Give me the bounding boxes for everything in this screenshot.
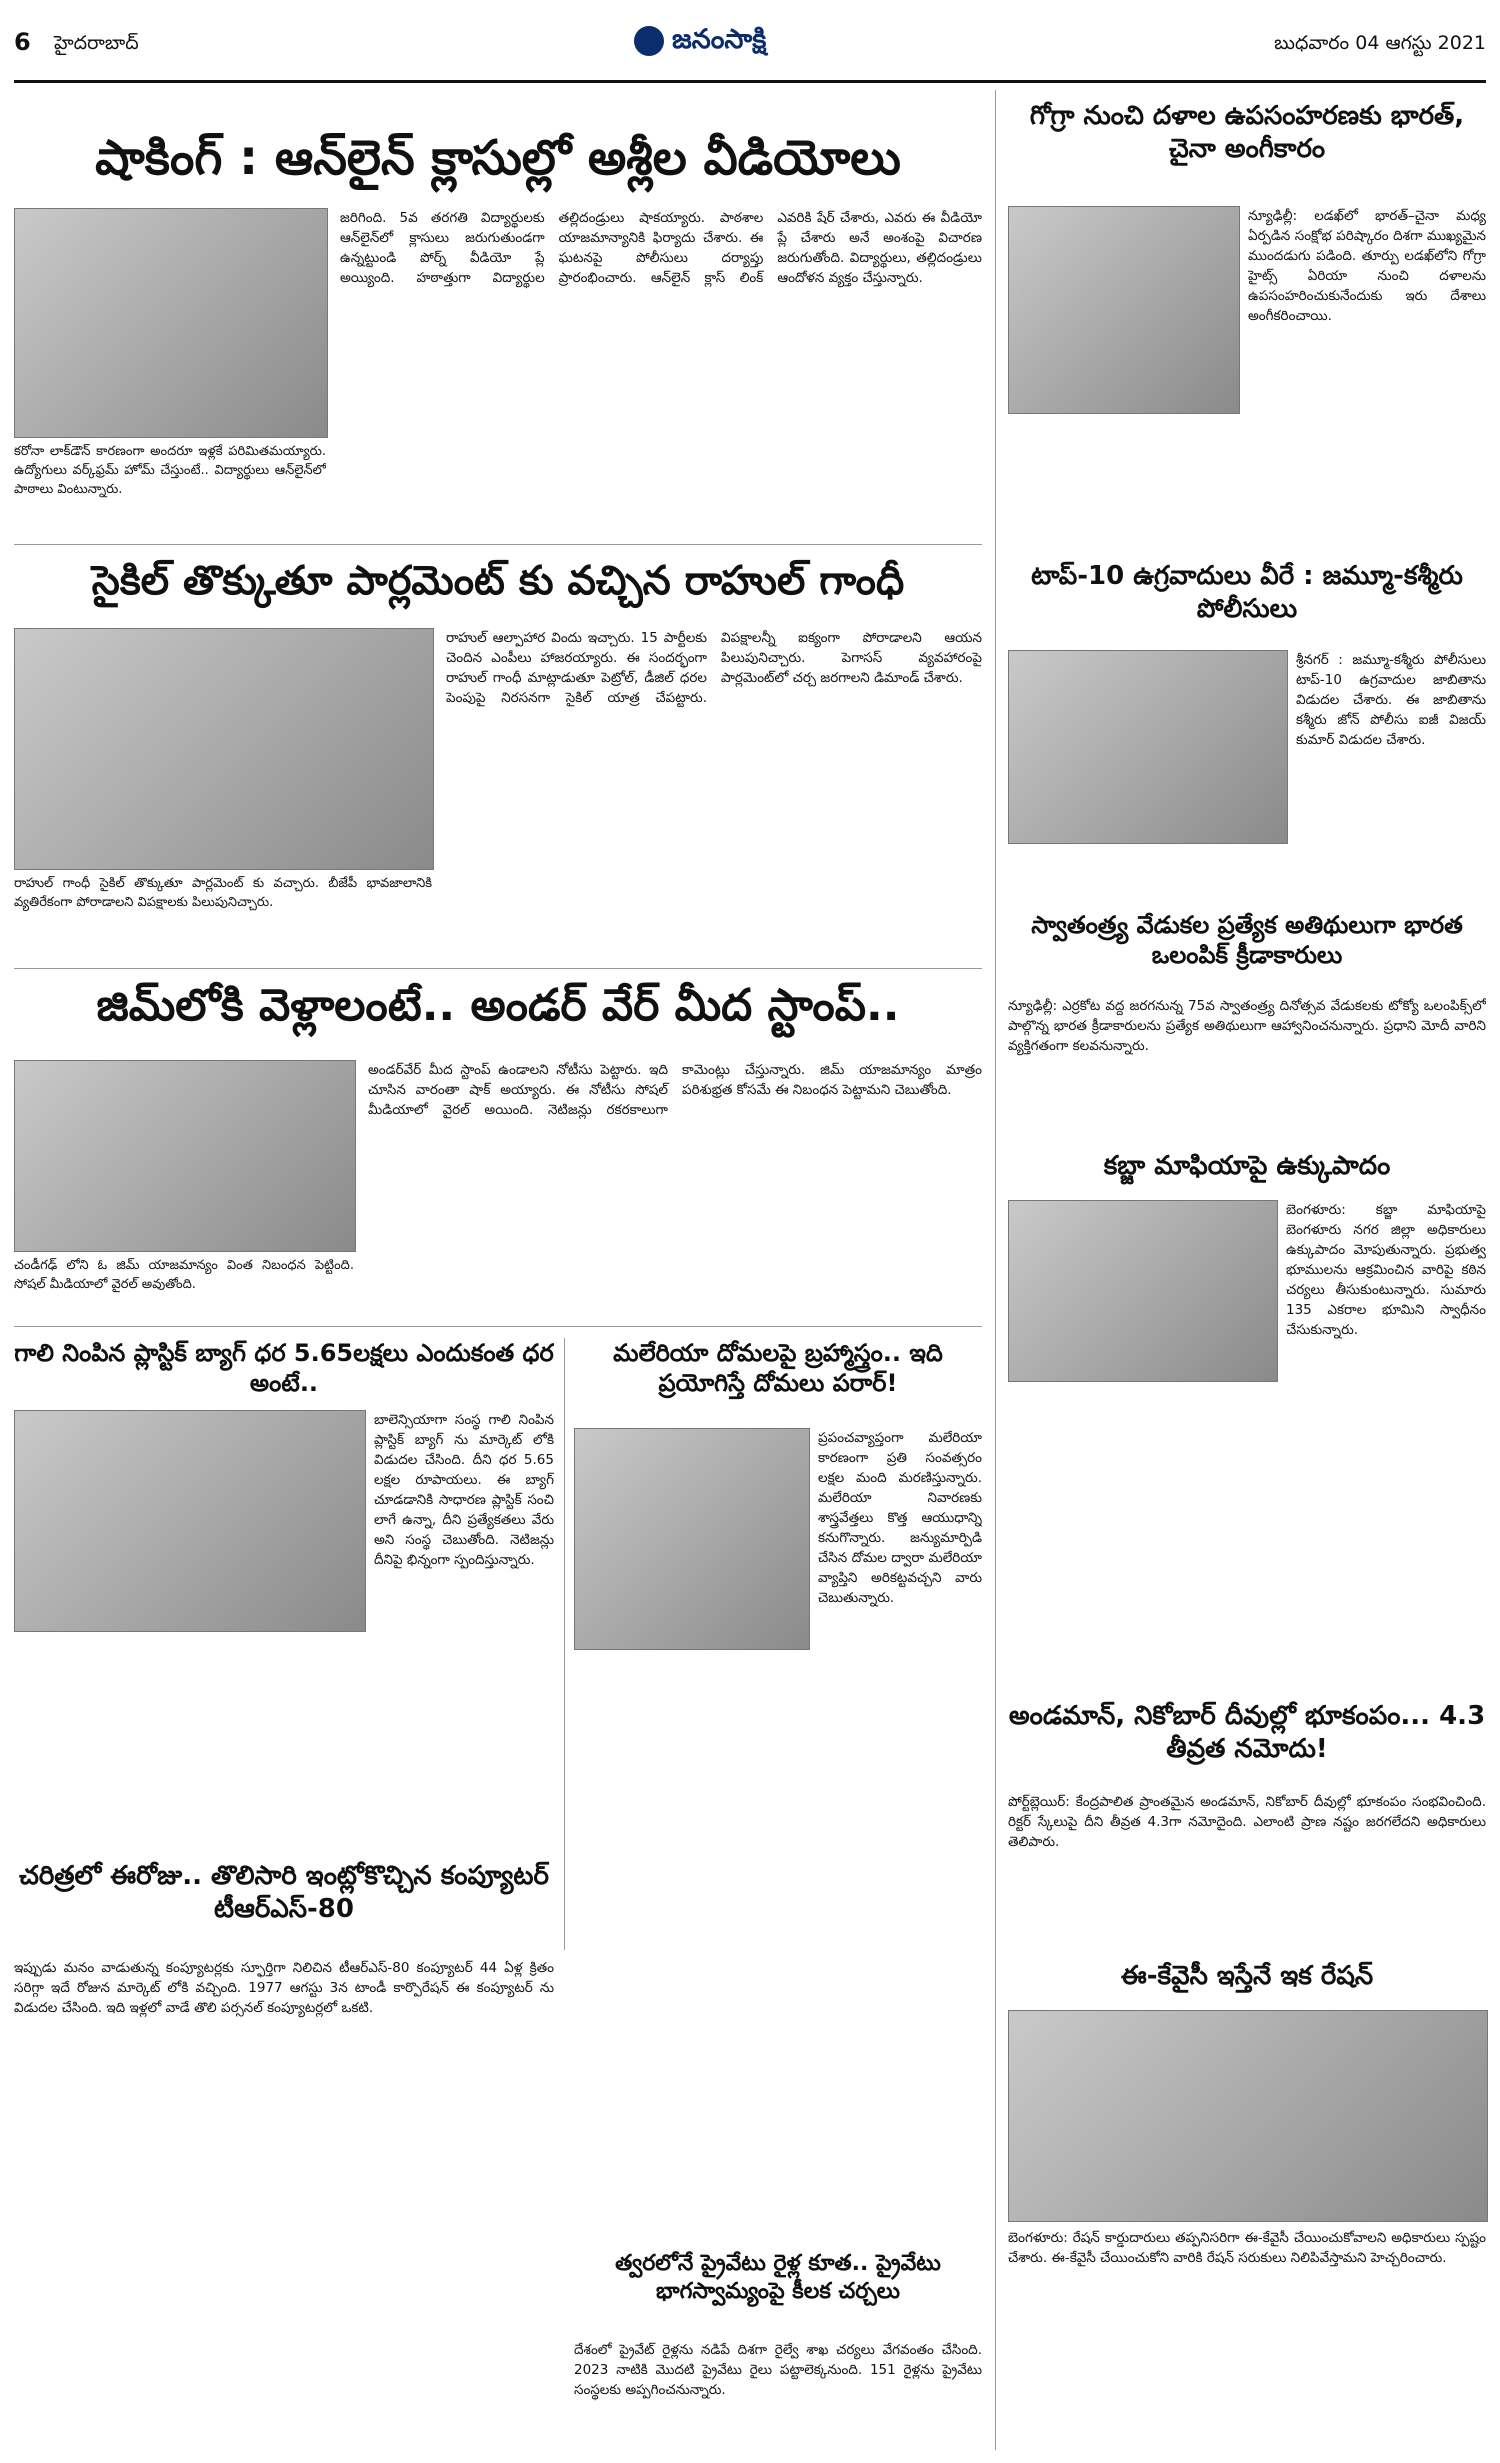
headline: చరిత్రలో ఈరోజు.. తొలిసారి ఇంట్లోకొచ్చిన కంప్యూటర్ టీఆర్ఎస్-80 — [19, 1861, 549, 1924]
article-ekyc-headline — [1008, 1960, 1486, 2002]
logo-icon — [634, 26, 664, 56]
headline: అండమాన్, నికోబార్ దీవుల్లో భూకంపం... 4.3 తీవ్రత నమోదు! — [1008, 1701, 1486, 1764]
logo-text: జనంసాక్షి — [672, 24, 767, 55]
article-body: ప్రపంచవ్యాప్తంగా మలేరియా కారణంగా ప్రతి సంవత్సరం లక్షల మంది మరణిస్తున్నారు. మలేరియా నివారణకు శాస్త్రవేత్తలు కొత్త ఆయుధాన్ని కనుగొన్నారు. జన్యుమార్పిడి చేసిన దోమల ద్వారా మలేరియా వ్యాప్తిని అరికట్టవచ్చని వారు చెబుతున్నారు. — [818, 1430, 982, 1606]
photo-militants — [1008, 650, 1288, 844]
caption: కరోనా లాక్‌డౌన్ కారణంగా అందరూ ఇళ్లకే పరిమితమయ్యారు. ఉద్యోగులు వర్క్‌ఫ్రమ్ హోమ్ చేస్తుంటే.. విద్యార్థులు ఆన్‌లైన్‌లో పాఠాలు వింటున్నారు. — [14, 444, 326, 497]
article-gogra-headline — [1008, 100, 1486, 196]
article-body: న్యూఢిల్లీ: ఎర్రకోట వద్ద జరగనున్న 75వ స్వాతంత్ర్య దినోత్సవ వేడుకలకు టోక్యో ఒలంపిక్స్‌లో పాల్గొన్న భారత క్రీడాకారులను ప్రత్యేక అతిథులుగా ఆహ్వానించనున్నారు. ప్రధాని మోదీ వారిని వ్యక్తిగతంగా కలవనున్నారు. — [1008, 998, 1486, 1054]
article-body: ఇప్పుడు మనం వాడుతున్న కంప్యూటర్లకు స్ఫూర్తిగా నిలిచిన టీఆర్ఎస్-80 కంప్యూటర్ 44 ఏళ్ల క్రితం సరిగ్గా ఇదే రోజున మార్కెట్ లోకి వచ్చింది. 1977 ఆగస్టు 3న టాండీ కార్పొరేషన్ ఈ కంప్యూటర్ ను విడుదల చేసింది. ఇది ఇళ్లలో వాడే తొలి పర్సనల్ కంప్యూటర్లలో ఒకటి. — [14, 1960, 554, 2016]
article-body: దేశంలో ప్రైవేట్ రైళ్లను నడిపే దిశగా రైల్వే శాఖ చర్యలు వేగవంతం చేసింది. 2023 నాటికి మొదటి ప్రైవేటు రైలు పట్టాలెక్కనుంది. 151 రైళ్లను ప్రైవేటు సంస్థలకు అప్పగించనున్నారు. — [574, 2342, 982, 2398]
article-body: రాహుల్ ఆల్పాహార విందు ఇచ్చారు. 15 పార్టీలకు చెందిన ఎంపీలు హాజరయ్యారు. ఈ సందర్భంగా రాహుల్ గాంధీ మాట్లాడుతూ పెట్రోల్, డీజిల్ ధరల పెంపుపై నిరసనగా సైకిల్ యాత్ర చేపట్టారు. విపక్షాలన్నీ ఐక్యంగా పోరాడాలని ఆయన పిలుపునిచ్చారు. పెగాసస్ వ్యవహారంపై పార్లమెంట్‌లో చర్చ జరగాలని డిమాండ్ చేశారు. — [446, 630, 982, 706]
newspaper-logo — [634, 24, 766, 62]
headline: స్వాతంత్ర్య వేడుకల ప్రత్యేక అతిథులుగా భారత ఒలంపిక్ క్రీడాకారులు — [1031, 911, 1463, 969]
article-body: శ్రీనగర్ : జమ్మూ-కశ్మీరు పోలీసులు టాప్-10 ఉగ్రవాదుల జాబితాను విడుదల చేశారు. ఈ జాబితాను కశ్మీరు జోన్ పోలీసు ఐజీ విజయ్ కుమార్ విడుదల చేశారు. — [1296, 652, 1486, 748]
column-divider — [995, 90, 996, 2450]
headline: టాప్-10 ఉగ్రవాదులు వీరే : జమ్మూ-కశ్మీరు పోలీసులు — [1031, 561, 1463, 624]
article-body: జరిగింది. 5వ తరగతి విద్యార్థులకు ఆన్‌లైన్‌లో క్లాసులు జరుగుతుండగా ఉన్నట్టుండి పోర్న్ వీడియో ప్లే అయ్యింది. హఠాత్తుగా విద్యార్థుల తల్లిదండ్రులు షాకయ్యారు. పాఠశాల యాజమాన్యానికి ఫిర్యాదు చేశారు. ఈ ఘటనపై పోలీసులు దర్యాప్తు ప్రారంభించారు. ఆన్‌లైన్ క్లాస్ లింక్ ఎవరికి షేర్ చేశారు, ఎవరు ఈ వీడియో ప్లే చేశారు అనే అంశంపై విచారణ జరుగుతోంది. విద్యార్థులు, తల్లిదండ్రులు ఆందోళన వ్యక్తం చేస్తున్నారు. — [340, 210, 982, 286]
article-olympians-headline — [1008, 910, 1486, 990]
headline: మలేరియా దోమలపై బ్రహ్మాస్త్రం.. ఇది ప్రయోగిస్తే దోమలు పరార్! — [613, 1339, 943, 1397]
article-divider — [14, 544, 982, 545]
photo-land-aerial — [1008, 1200, 1278, 1382]
article-rahul-headline — [14, 556, 982, 622]
article-body: బెంగళూరు: రేషన్ కార్డుదారులు తప్పనిసరిగా ఈ-కేవైసీ చేయించుకోవాలని అధికారులు స్పష్టం చేశారు. ఈ-కేవైసీ చేయించుకోని వారికి రేషన్ సరుకులు నిలిపివేస్తామని హెచ్చరించారు. — [1008, 2230, 1486, 2266]
article-body: న్యూఢిల్లీ: లడఖ్‌లో భారత్–చైనా మధ్య ఏర్పడిన సంక్షోభ పరిష్కారం దిశగా ముఖ్యమైన ముందడుగు పడింది. తూర్పు లడఖ్‌లోని గోగ్రా హైట్స్ ఏరియా నుంచి దళాలను ఉపసంహరించుకునేందుకు ఇరు దేశాలు అంగీకరించాయి. — [1248, 208, 1486, 324]
article-land-mafia-headline — [1008, 1150, 1486, 1194]
article-computer-history-headline — [14, 1860, 554, 1950]
headline: జిమ్‌లోకి వెళ్లాలంటే.. అండర్ వేర్ మీద స్టాంప్.. — [96, 980, 900, 1031]
photo-helicopter — [1008, 206, 1240, 414]
article-plastic-bag-headline — [14, 1338, 554, 1404]
masthead — [14, 18, 1486, 83]
headline: ఈ-కేవైసీ ఇస్తేనే ఇక రేషన్ — [1120, 1961, 1374, 1991]
article-online-classes-headline — [14, 128, 982, 204]
headline: త్వరలోనే ప్రైవేటు రైళ్ల కూత.. ప్రైవేటు భాగస్వామ్యంపై కీలక చర్చలు — [615, 2251, 941, 2304]
caption: చండీగఢ్ లోని ఓ జిమ్ యాజమాన్యం వింత నిబంధన పెట్టింది. సోషల్ మీడియాలో వైరల్ అవుతోంది. — [14, 1258, 354, 1292]
article-divider — [14, 968, 982, 969]
article-body: బాలెన్సియాగా సంస్థ గాలి నింపిన ప్లాస్టిక్ బ్యాగ్ ను మార్కెట్ లోకి విడుదల చేసింది. దీని ధర 5.65 లక్షల రూపాయలు. ఈ బ్యాగ్ చూడడానికి సాధారణ ప్లాస్టిక్ సంచి లాగే ఉన్నా, దీని ప్రత్యేకతలు వేరు అని సంస్థ చెబుతోంది. నెటిజన్లు దీనిపై భిన్నంగా స్పందిస్తున్నారు. — [374, 1412, 554, 1568]
photo-mosquito — [574, 1428, 810, 1650]
article-earthquake-headline — [1008, 1700, 1486, 1786]
article-malaria-headline — [574, 1338, 982, 1422]
article-private-trains-headline — [574, 2250, 982, 2334]
photo-ration-man — [1008, 2010, 1488, 2222]
article-gym-headline — [14, 978, 982, 1050]
column-divider — [564, 1338, 565, 1950]
photo-rahul-cycle — [14, 628, 434, 870]
caption: రాహుల్ గాంధీ సైకిల్ తొక్కుతూ పార్లమెంట్ కు వచ్చారు. బీజేపీ భావజాలానికి వ్యతిరేకంగా పోరాడాలని విపక్షాలకు పిలుపునిచ్చారు. — [14, 876, 432, 910]
headline: షాకింగ్ : ఆన్‌లైన్ క్లాసుల్లో అశ్లీల వీడియోలు — [95, 130, 901, 186]
headline: కబ్జా మాఫియాపై ఉక్కుపాదం — [1103, 1151, 1391, 1181]
article-divider — [14, 1326, 982, 1327]
headline: గాలి నింపిన ప్లాస్టిక్ బ్యాగ్ ధర 5.65లక్షలు ఎందుకంత ధర అంటే.. — [14, 1339, 554, 1397]
photo-plastic-bag — [14, 1410, 366, 1632]
headline: సైకిల్ తొక్కుతూ పార్లమెంట్ కు వచ్చిన రాహుల్ గాంధీ — [91, 558, 905, 604]
page-number: 6 — [14, 28, 31, 56]
issue-date: బుధవారం 04 ఆగస్టు 2021 — [1274, 32, 1486, 54]
city-label: హైదరాబాద్ — [54, 32, 139, 54]
headline: గోగ్రా నుంచి దళాల ఉపసంహరణకు భారత్, చైనా అంగీకారం — [1029, 101, 1465, 164]
article-terrorists-headline — [1008, 560, 1486, 644]
article-body: బెంగళూరు: కబ్జా మాఫియాపై బెంగళూరు నగర జిల్లా అధికారులు ఉక్కుపాదం మోపుతున్నారు. ప్రభుత్వ భూములను ఆక్రమించిన వారిపై కఠిన చర్యలు తీసుకుంటున్నారు. సుమారు 135 ఎకరాల భూమిని స్వాధీనం చేసుకున్నారు. — [1286, 1202, 1486, 1338]
photo-gym — [14, 1060, 356, 1252]
article-body: పోర్ట్‌బ్లెయిర్: కేంద్రపాలిత ప్రాంతమైన అండమాన్, నికోబార్ దీవుల్లో భూకంపం సంభవించింది. రిక్టర్ స్కేలుపై దీని తీవ్రత 4.3గా నమోదైంది. ఎలాంటి ప్రాణ నష్టం జరగలేదని అధికారులు తెలిపారు. — [1008, 1794, 1486, 1850]
photo-child-laptop — [14, 208, 328, 438]
article-body: అండర్‌వేర్ మీద స్టాంప్ ఉండాలని నోటీసు పెట్టారు. ఇది చూసిన వారంతా షాక్ అయ్యారు. ఈ నోటీసు సోషల్ మీడియాలో వైరల్ అయింది. నెటిజన్లు రకరకాలుగా కామెంట్లు చేస్తున్నారు. జిమ్ యాజమాన్యం మాత్రం పరిశుభ్రత కోసమే ఈ నిబంధన పెట్టామని చెబుతోంది. — [368, 1062, 982, 1118]
